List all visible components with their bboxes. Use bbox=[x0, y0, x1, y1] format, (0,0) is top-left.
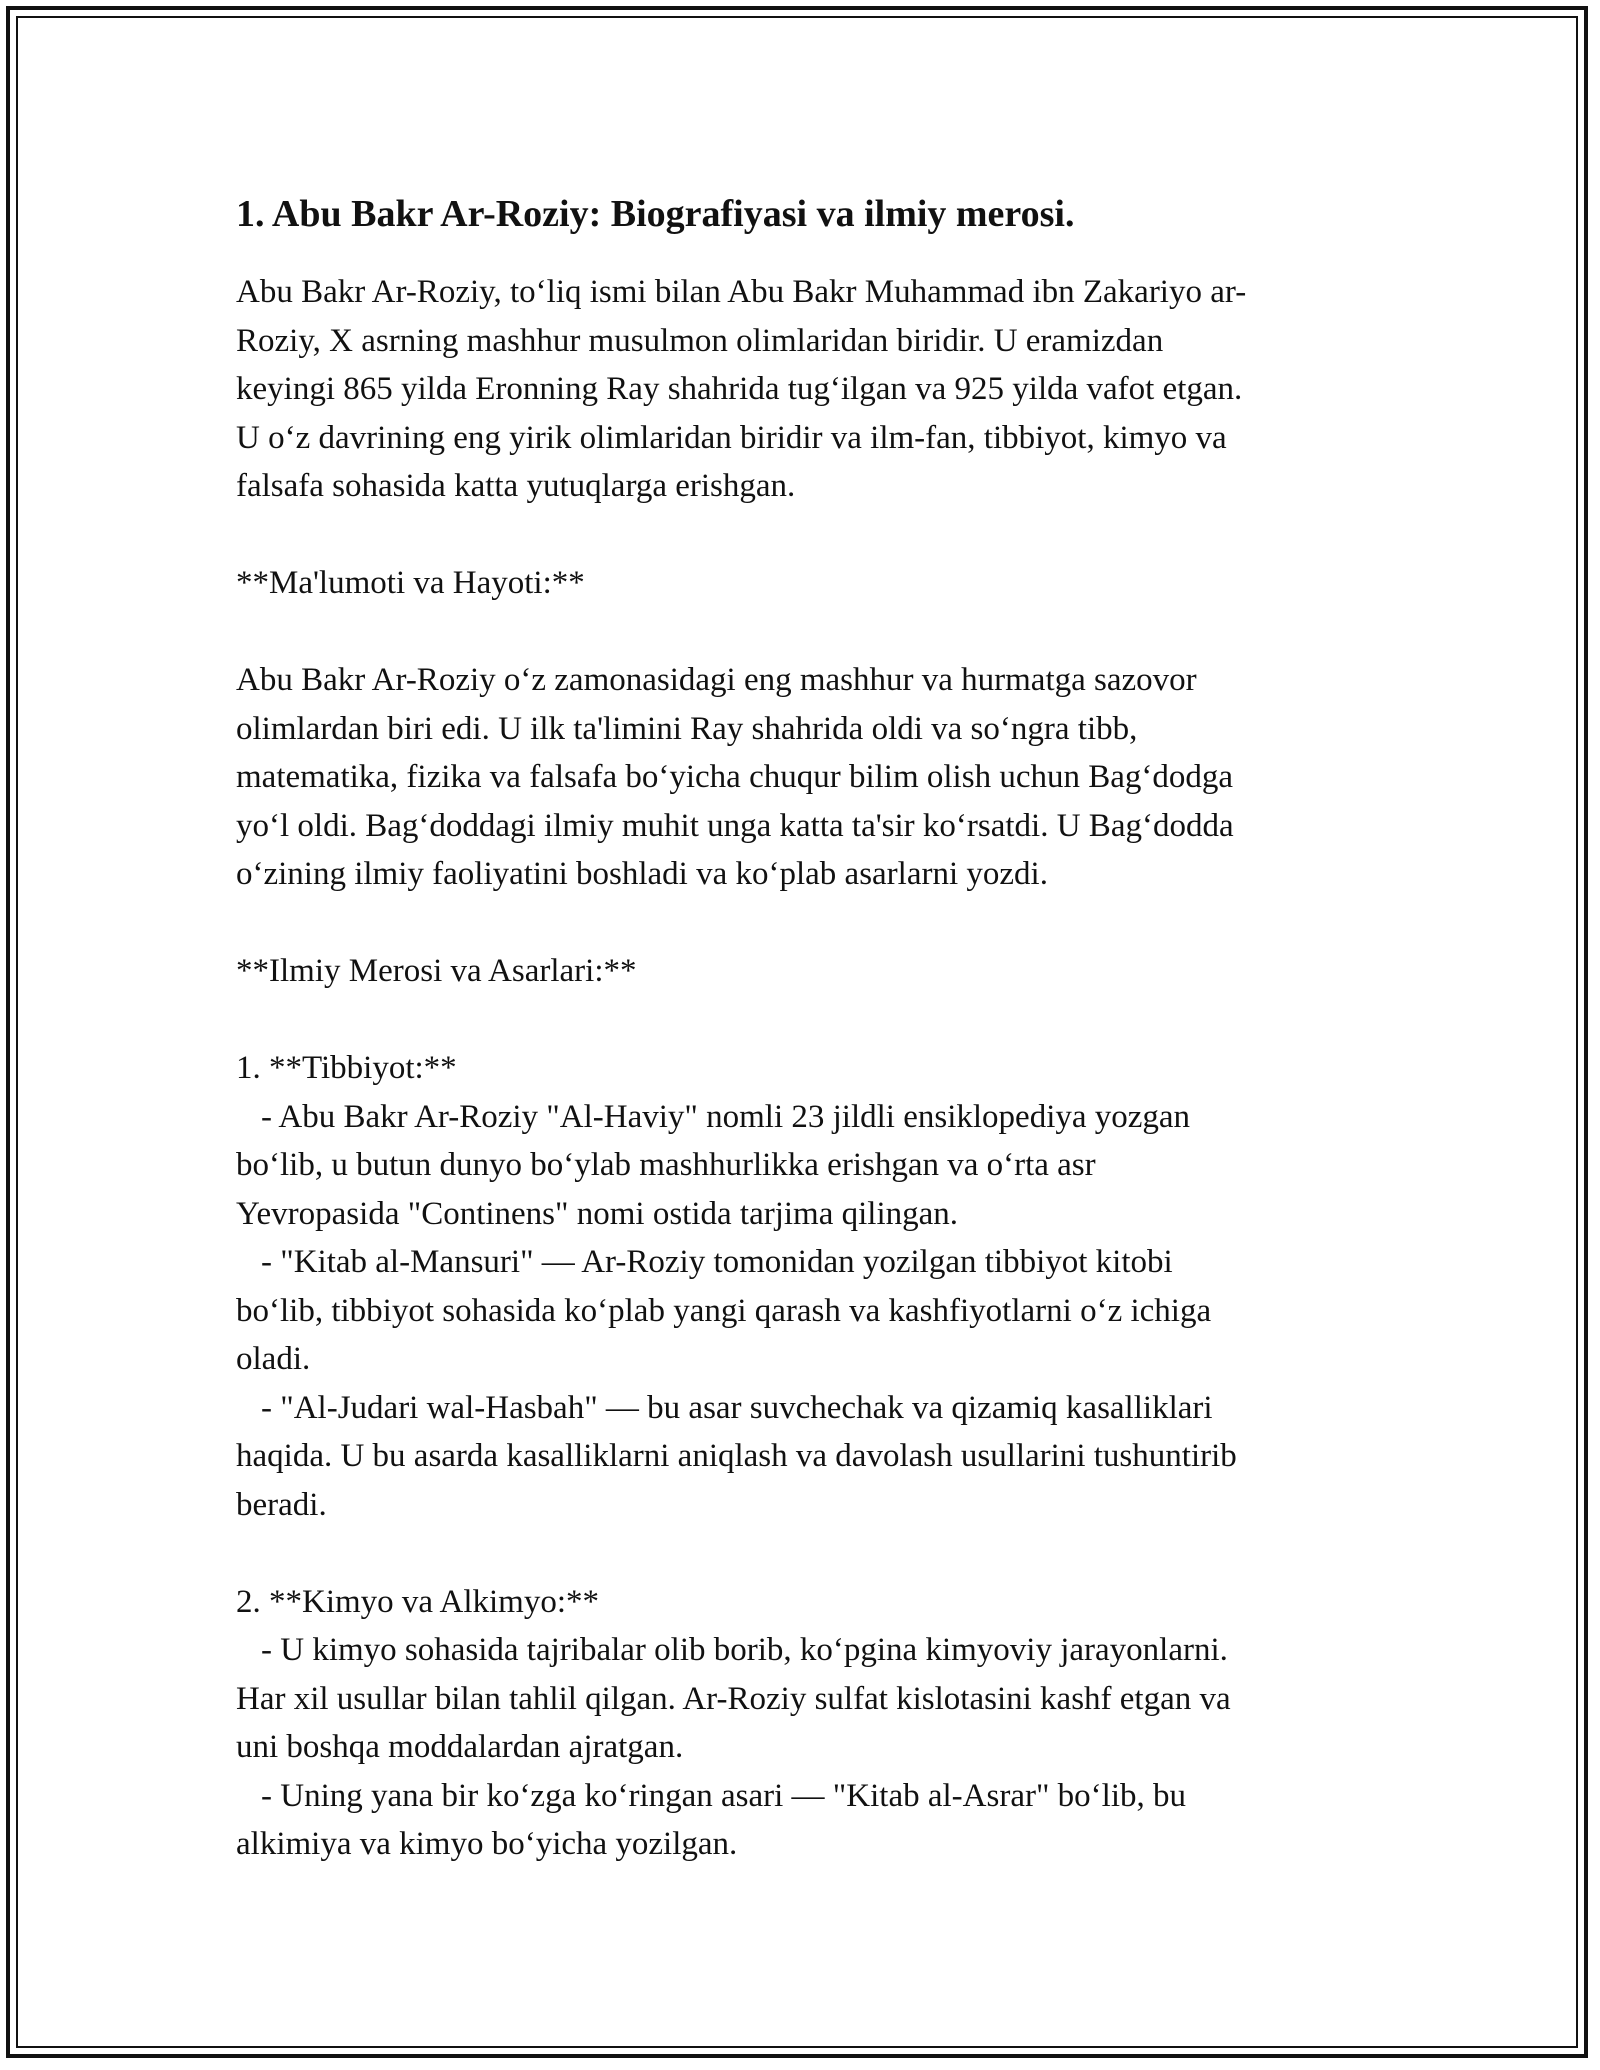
list-item-line: - "Al-Judari wal-Hasbah" — bu asar suvchechak va qizamiq kasalliklari bbox=[261, 1389, 1213, 1426]
intro-line: keyingi 865 yilda Eronning Ray shahrida tug‘ilgan va 925 yilda vafot etgan. bbox=[236, 371, 1243, 407]
section-1-heading: 1. **Tibbiyot:** bbox=[236, 1050, 457, 1086]
hayoti-line: olimlardan biri edi. U ilk ta'limini Ray shahrida oldi va so‘ngra tibb, bbox=[236, 710, 1138, 747]
section-2-item-2 bbox=[236, 1772, 1386, 1869]
hayoti-line: o‘zining ilmiy faoliyatini boshladi va ko‘plab asarlarni yozdi. bbox=[236, 856, 1048, 892]
hayoti-paragraph bbox=[236, 656, 1386, 899]
list-item-line: bo‘lib, tibbiyot sohasida ko‘plab yangi qarash va kashfiyotlarni o‘z ichiga bbox=[236, 1292, 1212, 1329]
section-2-item-1 bbox=[236, 1626, 1386, 1772]
list-item-line: - U kimyo sohasida tajribalar olib borib, ko‘pgina kimyoviy jarayonlarni. bbox=[261, 1632, 1228, 1668]
heading-merosi: **Ilmiy Merosi va Asarlari:** bbox=[236, 953, 637, 989]
section-1-item-3 bbox=[236, 1384, 1386, 1530]
section-1-item-2 bbox=[236, 1238, 1386, 1384]
list-item-line: uni boshqa moddalardan ajratgan. bbox=[236, 1729, 684, 1765]
list-item-line: Har xil usullar bilan tahlil qilgan. Ar-Roziy sulfat kislotasini kashf etgan va bbox=[236, 1680, 1231, 1717]
hayoti-line: Abu Bakr Ar-Roziy o‘z zamonasidagi eng mashhur va hurmatga sazovor bbox=[236, 662, 1197, 698]
list-item-line: haqida. U bu asarda kasalliklarni aniqlash va davolash usullarini tushuntirib bbox=[236, 1438, 1237, 1474]
list-item-line: Yevropasida "Continens" nomi ostida tarjima qilingan. bbox=[236, 1195, 959, 1232]
hayoti-line: yo‘l oldi. Bag‘doddagi ilmiy muhit unga katta ta'sir ko‘rsatdi. U Bag‘dodda bbox=[236, 807, 1234, 844]
intro-line: U o‘z davrining eng yirik olimlaridan biridir va ilm-fan, tibbiyot, kimyo va bbox=[236, 419, 1227, 456]
section-1-item-1 bbox=[236, 1093, 1386, 1239]
document-title: 1. Abu Bakr Ar-Roziy: Biografiyasi va ilmiy merosi. bbox=[236, 193, 1075, 235]
intro-line: Abu Bakr Ar-Roziy, to‘liq ismi bilan Abu Bakr Muhammad ibn Zakariyo ar- bbox=[236, 274, 1247, 310]
list-item-line: alkimiya va kimyo bo‘yicha yozilgan. bbox=[236, 1826, 738, 1862]
list-item-line: - Uning yana bir ko‘zga ko‘ringan asari — "Kitab al-Asrar" bo‘lib, bu bbox=[261, 1777, 1186, 1814]
document-body bbox=[236, 188, 1386, 1869]
list-item-line: bo‘lib, u butun dunyo bo‘ylab mashhurlikka erishgan va o‘rta asr bbox=[236, 1147, 1096, 1183]
list-item-line: beradi. bbox=[236, 1486, 327, 1523]
intro-paragraph bbox=[236, 268, 1386, 511]
list-item-line: - "Kitab al-Mansuri" — Ar-Roziy tomonidan yozilgan tibbiyot kitobi bbox=[261, 1244, 1173, 1280]
list-item-line: - Abu Bakr Ar-Roziy "Al-Haviy" nomli 23 jildli ensiklopediya yozgan bbox=[261, 1098, 1191, 1135]
intro-line: falsafa sohasida katta yutuqlarga erishgan. bbox=[236, 468, 796, 504]
hayoti-line: matematika, fizika va falsafa bo‘yicha chuqur bilim olish uchun Bag‘dodga bbox=[236, 759, 1234, 795]
heading-hayoti: **Ma'lumoti va Hayoti:** bbox=[236, 565, 585, 601]
intro-line: Roziy, X asrning mashhur musulmon olimlaridan biridir. U eramizdan bbox=[236, 322, 1164, 359]
list-item-line: oladi. bbox=[236, 1341, 311, 1377]
section-2-heading: 2. **Kimyo va Alkimyo:** bbox=[236, 1583, 599, 1620]
